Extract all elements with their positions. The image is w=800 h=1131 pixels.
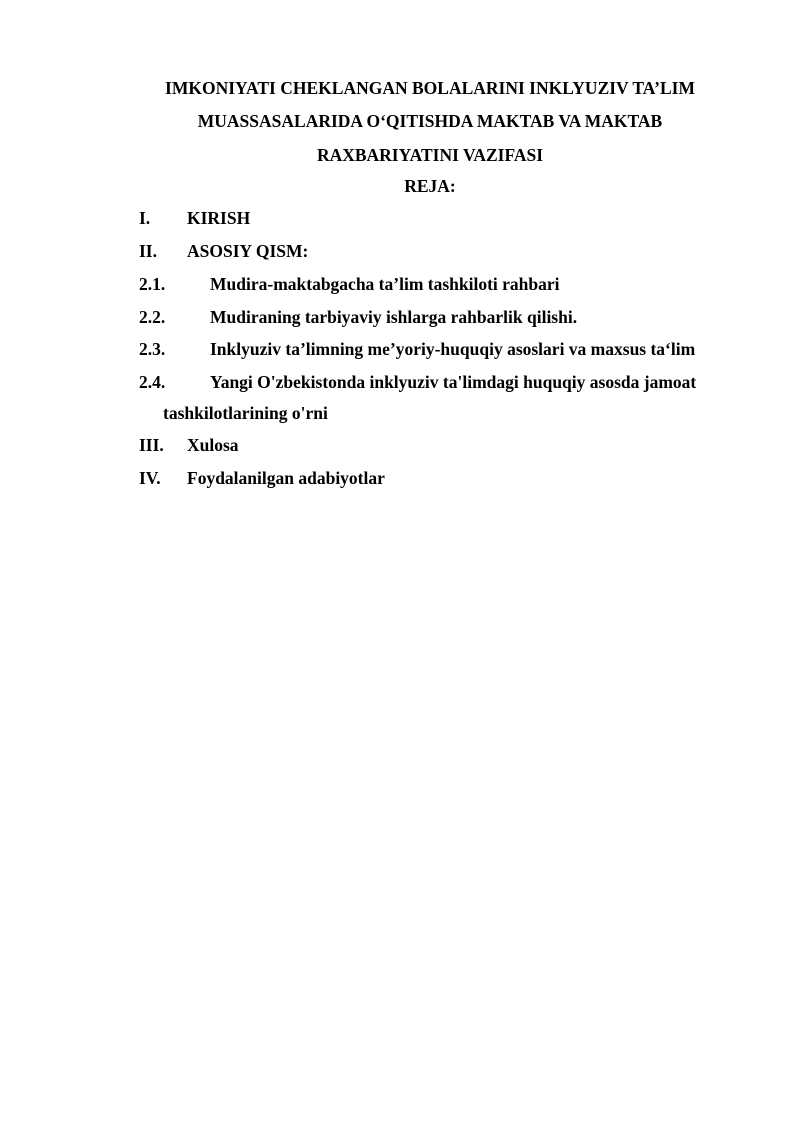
toc-item-text-line-1: Yangi O'zbekistonda inklyuziv ta'limdagi huquqiy asosda jamoat (210, 372, 697, 392)
toc-item-number: 2.4. (139, 372, 166, 392)
document-title-line-2: MUASSASALARIDA O‘QITISHDA MAKTAB VA MAKTAB (197, 111, 663, 131)
toc-item-text: Foydalanilgan adabiyotlar (187, 468, 385, 488)
document-title-line-3: RAXBARIYATINI VAZIFASI (316, 145, 544, 165)
toc-item-text: KIRISH (187, 208, 251, 228)
toc-item-text: ASOSIY QISM: (187, 241, 309, 261)
toc-item-text: Mudiraning tarbiyaviy ishlarga rahbarlik qilishi. (210, 307, 578, 327)
toc-item-number: 2.1. (139, 274, 166, 294)
toc-item-text: Mudira-maktabgacha ta’lim tashkiloti rahbari (210, 274, 560, 294)
toc-item-text-line-2: tashkilotlarining o'rni (163, 403, 328, 423)
toc-item-number: II. (139, 241, 157, 261)
toc-item-text: Inklyuziv ta’limning me’yoriy-huquqiy asoslari va maxsus ta‘lim (210, 339, 696, 359)
toc-item-number: IV. (139, 468, 161, 488)
toc-item-number: III. (139, 435, 164, 455)
toc-item-number: I. (139, 208, 151, 228)
plan-heading: REJA: (404, 176, 456, 196)
toc-item-number: 2.3. (139, 339, 166, 359)
document-title-line-1: IMKONIYATI CHEKLANGAN BOLALARINI INKLYUZIV TA’LIM (165, 78, 695, 98)
toc-item-text: Xulosa (187, 435, 239, 455)
toc-item-number: 2.2. (139, 307, 166, 327)
